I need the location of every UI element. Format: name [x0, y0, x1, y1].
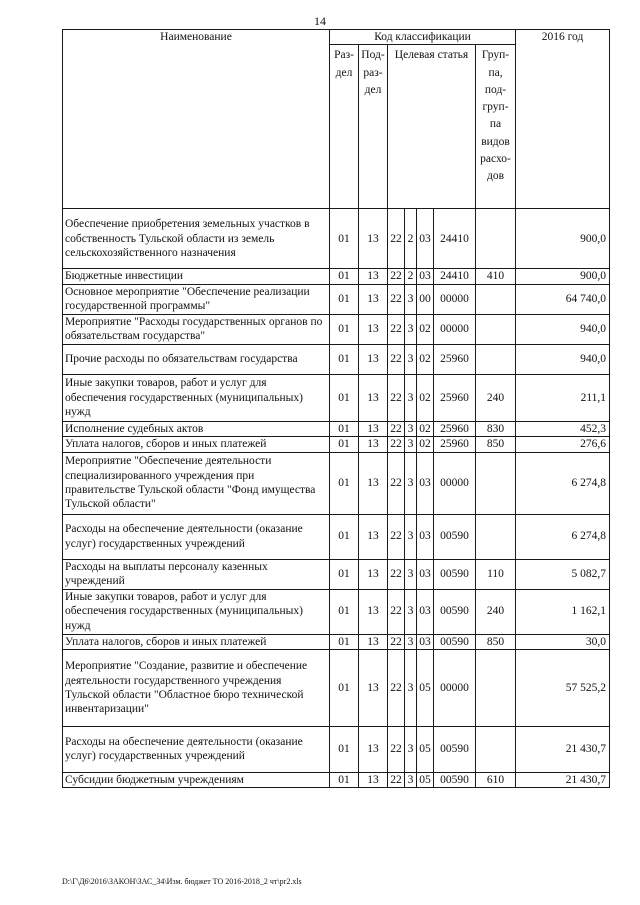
header-expense-group: Груп- па, под- груп- па видов расхо- дов: [476, 45, 516, 209]
row-name: Прочие расходы по обязательствам государства: [63, 344, 330, 374]
amount-2016-cell: 940,0: [516, 344, 610, 374]
target-article-direction-cell: 00590: [434, 589, 476, 634]
target-article-direction-cell: 00000: [434, 314, 476, 344]
target-article-direction-cell: 25960: [434, 374, 476, 421]
expense-type-cell: [476, 209, 516, 269]
target-article-subprogram-cell: 3: [405, 772, 417, 787]
target-article-program-cell: 22: [388, 726, 405, 772]
row-name: Мероприятие "Обеспечение деятельности специализированного учреждения при правительстве Тульской области "Фонд имущества Тульской области": [63, 452, 330, 514]
row-name: Расходы на выплаты персоналу казенных учреждений: [63, 559, 330, 589]
target-article-program-cell: 22: [388, 284, 405, 314]
row-name: Обеспечение приобретения земельных участков в собственность Тульской области из земель сельскохозяйственного назначения: [63, 209, 330, 269]
target-article-subprogram-cell: 3: [405, 344, 417, 374]
target-article-program-cell: 22: [388, 209, 405, 269]
target-article-program-cell: 22: [388, 514, 405, 559]
target-article-direction-cell: 24410: [434, 269, 476, 284]
podrazdel-cell: 13: [359, 344, 388, 374]
amount-2016-cell: 5 082,7: [516, 559, 610, 589]
podrazdel-cell: 13: [359, 649, 388, 726]
target-article-direction-cell: 25960: [434, 437, 476, 452]
target-article-event-cell: 03: [417, 634, 434, 649]
expense-type-cell: [476, 314, 516, 344]
row-name: Мероприятие "Расходы государственных органов по обязательствам государства": [63, 314, 330, 344]
target-article-event-cell: 02: [417, 421, 434, 436]
target-article-direction-cell: 00590: [434, 772, 476, 787]
row-name: Уплата налогов, сборов и иных платежей: [63, 634, 330, 649]
target-article-event-cell: 05: [417, 772, 434, 787]
amount-2016-cell: 21 430,7: [516, 726, 610, 772]
header-razdel: Раз- дел: [330, 45, 359, 209]
target-article-event-cell: 03: [417, 589, 434, 634]
row-name: Мероприятие "Создание, развитие и обеспечение деятельности государственного учреждения Тульской области "Областное бюро технической инвентаризации": [63, 649, 330, 726]
table-row: [63, 209, 610, 269]
target-article-subprogram-cell: 3: [405, 452, 417, 514]
target-article-event-cell: 02: [417, 374, 434, 421]
target-article-program-cell: 22: [388, 374, 405, 421]
target-article-subprogram-cell: 2: [405, 269, 417, 284]
target-article-subprogram-cell: 3: [405, 437, 417, 452]
razdel-cell: 01: [330, 284, 359, 314]
table-row: [63, 726, 610, 772]
amount-2016-cell: 21 430,7: [516, 772, 610, 787]
podrazdel-cell: 13: [359, 421, 388, 436]
amount-2016-cell: 6 274,8: [516, 514, 610, 559]
target-article-event-cell: 02: [417, 437, 434, 452]
target-article-direction-cell: 00000: [434, 452, 476, 514]
target-article-event-cell: 00: [417, 284, 434, 314]
target-article-direction-cell: 24410: [434, 209, 476, 269]
expense-type-cell: [476, 649, 516, 726]
table-row: [63, 269, 610, 284]
row-name: Бюджетные инвестиции: [63, 269, 330, 284]
target-article-event-cell: 03: [417, 559, 434, 589]
expense-type-cell: 830: [476, 421, 516, 436]
amount-2016-cell: 452,3: [516, 421, 610, 436]
amount-2016-cell: 64 740,0: [516, 284, 610, 314]
podrazdel-cell: 13: [359, 772, 388, 787]
target-article-direction-cell: 00590: [434, 726, 476, 772]
amount-2016-cell: 900,0: [516, 269, 610, 284]
target-article-program-cell: 22: [388, 421, 405, 436]
expense-type-cell: 610: [476, 772, 516, 787]
expense-type-cell: [476, 284, 516, 314]
podrazdel-cell: 13: [359, 559, 388, 589]
amount-2016-cell: 211,1: [516, 374, 610, 421]
expense-type-cell: [476, 726, 516, 772]
podrazdel-cell: 13: [359, 437, 388, 452]
razdel-cell: 01: [330, 269, 359, 284]
target-article-subprogram-cell: 3: [405, 726, 417, 772]
page-number: 14: [314, 14, 326, 28]
table-row: [63, 514, 610, 559]
target-article-event-cell: 03: [417, 514, 434, 559]
table-row: [63, 314, 610, 344]
razdel-cell: 01: [330, 344, 359, 374]
row-name: Исполнение судебных актов: [63, 421, 330, 436]
row-name: Уплата налогов, сборов и иных платежей: [63, 437, 330, 452]
podrazdel-cell: 13: [359, 589, 388, 634]
header-target-article: Целевая статья: [388, 45, 476, 209]
podrazdel-cell: 13: [359, 284, 388, 314]
table-row: [63, 559, 610, 589]
target-article-direction-cell: 00590: [434, 559, 476, 589]
target-article-subprogram-cell: 3: [405, 514, 417, 559]
razdel-cell: 01: [330, 374, 359, 421]
target-article-program-cell: 22: [388, 772, 405, 787]
expense-type-cell: 410: [476, 269, 516, 284]
table-row: [63, 344, 610, 374]
header-name: Наименование: [63, 30, 330, 209]
razdel-cell: 01: [330, 726, 359, 772]
target-article-program-cell: 22: [388, 649, 405, 726]
row-name: Расходы на обеспечение деятельности (оказание услуг) государственных учреждений: [63, 514, 330, 559]
razdel-cell: 01: [330, 634, 359, 649]
razdel-cell: 01: [330, 452, 359, 514]
target-article-direction-cell: 00000: [434, 284, 476, 314]
razdel-cell: 01: [330, 559, 359, 589]
amount-2016-cell: 940,0: [516, 314, 610, 344]
target-article-subprogram-cell: 3: [405, 421, 417, 436]
budget-table: [62, 29, 610, 788]
target-article-subprogram-cell: 3: [405, 374, 417, 421]
amount-2016-cell: 57 525,2: [516, 649, 610, 726]
target-article-direction-cell: 25960: [434, 344, 476, 374]
razdel-cell: 01: [330, 314, 359, 344]
target-article-program-cell: 22: [388, 314, 405, 344]
table-row: [63, 437, 610, 452]
podrazdel-cell: 13: [359, 314, 388, 344]
target-article-program-cell: 22: [388, 589, 405, 634]
target-article-event-cell: 05: [417, 649, 434, 726]
table-row: [63, 589, 610, 634]
target-article-subprogram-cell: 2: [405, 209, 417, 269]
row-name: Основное мероприятие "Обеспечение реализации государственной программы": [63, 284, 330, 314]
target-article-event-cell: 03: [417, 269, 434, 284]
expense-type-cell: [476, 452, 516, 514]
target-article-direction-cell: 00590: [434, 514, 476, 559]
razdel-cell: 01: [330, 437, 359, 452]
target-article-event-cell: 03: [417, 452, 434, 514]
podrazdel-cell: 13: [359, 634, 388, 649]
podrazdel-cell: 13: [359, 514, 388, 559]
header-code-classification: Код классификации: [330, 30, 516, 45]
target-article-program-cell: 22: [388, 344, 405, 374]
table-row: [63, 284, 610, 314]
amount-2016-cell: 6 274,8: [516, 452, 610, 514]
target-article-event-cell: 02: [417, 344, 434, 374]
target-article-subprogram-cell: 3: [405, 634, 417, 649]
amount-2016-cell: 900,0: [516, 209, 610, 269]
file-path-footer: D:\Г\Д6\2016\ЗАКОН\ЗАС_34\Изм. бюджет ТО 2016-2018_2 чт\pr2.xls: [62, 877, 302, 886]
expense-type-cell: 850: [476, 437, 516, 452]
razdel-cell: 01: [330, 649, 359, 726]
razdel-cell: 01: [330, 514, 359, 559]
razdel-cell: 01: [330, 209, 359, 269]
podrazdel-cell: 13: [359, 374, 388, 421]
expense-type-cell: [476, 344, 516, 374]
table-row: [63, 649, 610, 726]
target-article-event-cell: 05: [417, 726, 434, 772]
target-article-subprogram-cell: 3: [405, 559, 417, 589]
target-article-program-cell: 22: [388, 437, 405, 452]
razdel-cell: 01: [330, 421, 359, 436]
header-row-top: [63, 30, 610, 45]
target-article-program-cell: 22: [388, 452, 405, 514]
target-article-program-cell: 22: [388, 269, 405, 284]
table-row: [63, 772, 610, 787]
target-article-program-cell: 22: [388, 559, 405, 589]
expense-type-cell: 240: [476, 589, 516, 634]
expense-type-cell: [476, 514, 516, 559]
target-article-subprogram-cell: 3: [405, 284, 417, 314]
podrazdel-cell: 13: [359, 452, 388, 514]
target-article-event-cell: 02: [417, 314, 434, 344]
row-name: Иные закупки товаров, работ и услуг для обеспечения государственных (муниципальных) нужд: [63, 589, 330, 634]
expense-type-cell: 240: [476, 374, 516, 421]
budget-table-body: [63, 209, 610, 788]
target-article-subprogram-cell: 3: [405, 589, 417, 634]
table-row: [63, 421, 610, 436]
row-name: Субсидии бюджетным учреждениям: [63, 772, 330, 787]
podrazdel-cell: 13: [359, 726, 388, 772]
expense-type-cell: 850: [476, 634, 516, 649]
target-article-direction-cell: 00590: [434, 634, 476, 649]
table-row: [63, 452, 610, 514]
expense-type-cell: 110: [476, 559, 516, 589]
row-name: Иные закупки товаров, работ и услуг для обеспечения государственных (муниципальных) нужд: [63, 374, 330, 421]
target-article-direction-cell: 25960: [434, 421, 476, 436]
amount-2016-cell: 1 162,1: [516, 589, 610, 634]
table-row: [63, 634, 610, 649]
target-article-subprogram-cell: 3: [405, 314, 417, 344]
podrazdel-cell: 13: [359, 269, 388, 284]
amount-2016-cell: 276,6: [516, 437, 610, 452]
table-row: [63, 374, 610, 421]
target-article-subprogram-cell: 3: [405, 649, 417, 726]
row-name: Расходы на обеспечение деятельности (оказание услуг) государственных учреждений: [63, 726, 330, 772]
header-podrazdel: Под- раз- дел: [359, 45, 388, 209]
target-article-event-cell: 03: [417, 209, 434, 269]
amount-2016-cell: 30,0: [516, 634, 610, 649]
target-article-program-cell: 22: [388, 634, 405, 649]
header-year: 2016 год: [516, 30, 610, 209]
razdel-cell: 01: [330, 589, 359, 634]
razdel-cell: 01: [330, 772, 359, 787]
podrazdel-cell: 13: [359, 209, 388, 269]
target-article-direction-cell: 00000: [434, 649, 476, 726]
